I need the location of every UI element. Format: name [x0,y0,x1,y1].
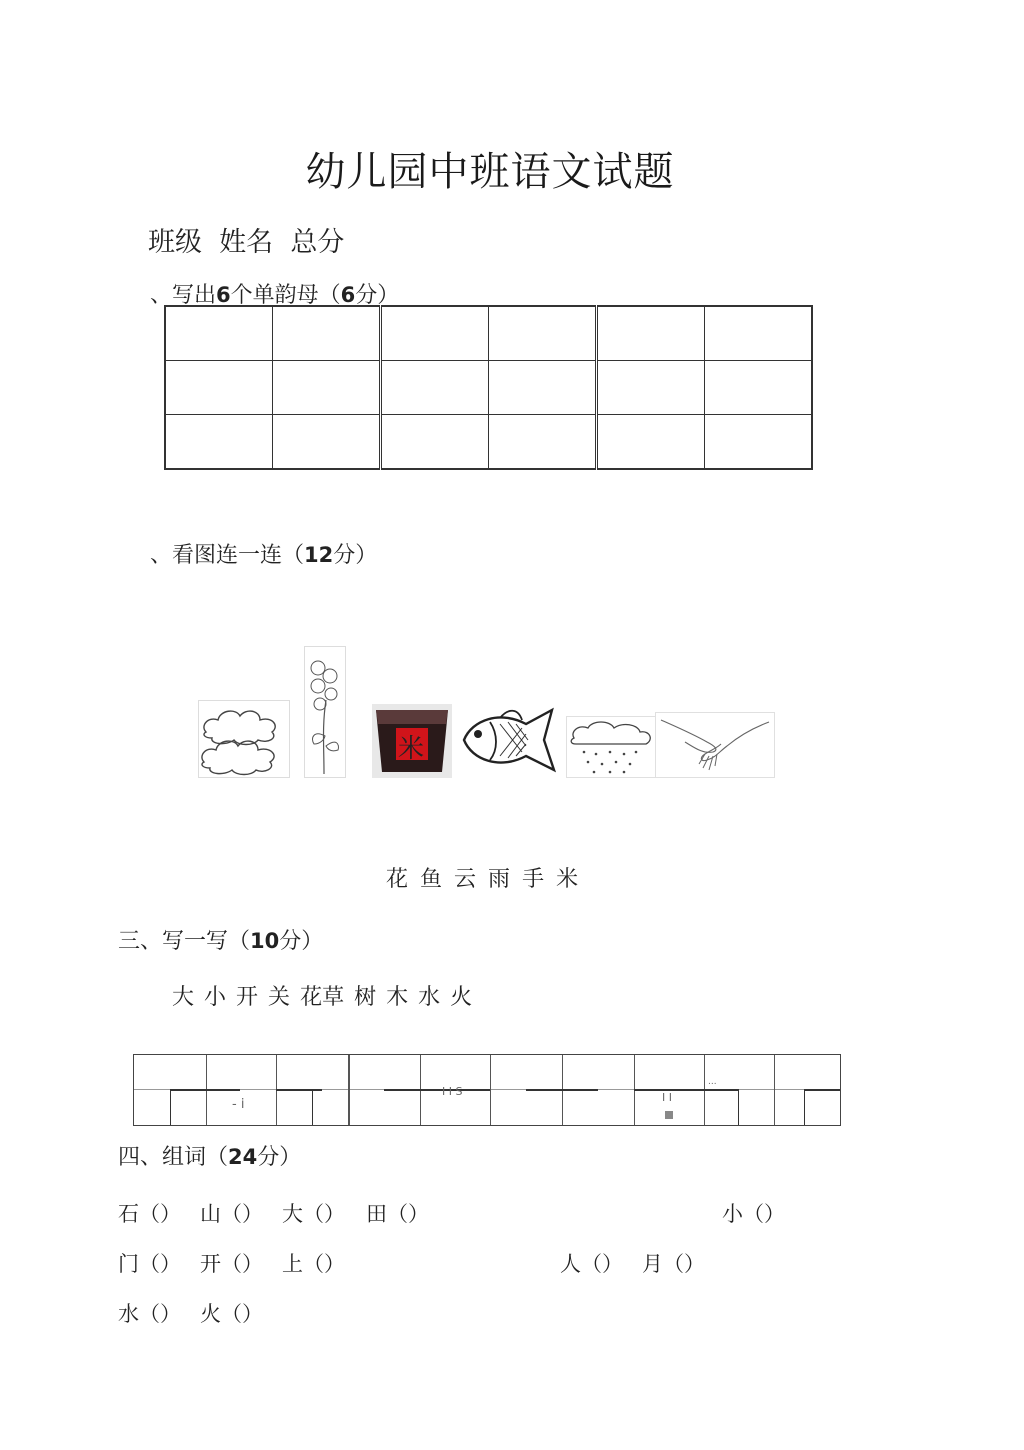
write-word: 小 [204,985,227,1010]
word-group-item[interactable]: 上（） [282,1252,345,1276]
grid-cell[interactable] [165,306,273,361]
section-1-heading: 、写出6个单韵母（6分） [150,283,400,308]
section-4-heading: 四、组词（24分） [118,1145,302,1170]
grid-row [165,361,812,415]
grid-cell[interactable] [489,415,597,470]
match-characters [386,862,590,893]
write-words [172,980,482,1011]
match-char[interactable]: 花 [386,867,409,892]
grid-divider [774,1055,775,1125]
word-group-item[interactable]: 月（） [642,1252,705,1276]
faint-glyph: I I [662,1091,672,1104]
word-group-item[interactable]: 田（） [366,1202,429,1226]
grid-cell[interactable] [705,306,813,361]
info-line: 班级 姓名 总分 [148,227,345,258]
writing-practice-grid[interactable] [133,1054,841,1126]
grid-cell[interactable] [705,415,813,470]
word-group-item[interactable]: 人（） [560,1252,623,1276]
match-char[interactable]: 雨 [488,867,511,892]
grid-cell[interactable] [273,306,381,361]
write-word: 关 [268,985,291,1010]
grid-row [165,306,812,361]
faint-glyph: I I S [442,1085,463,1098]
grid-stroke [804,1089,840,1091]
grid-stroke [312,1089,313,1125]
write-word: 树 [354,985,377,1010]
rain-cloud-picture[interactable] [566,716,656,778]
match-char[interactable]: 手 [522,867,545,892]
grid-cell[interactable] [381,415,489,470]
grid-cell[interactable] [597,361,705,415]
grid-stroke [170,1089,240,1091]
match-char[interactable]: 鱼 [420,867,443,892]
grid-cell[interactable] [273,415,381,470]
word-group-item[interactable]: 水（） [118,1302,181,1326]
match-char[interactable]: 米 [556,867,579,892]
word-group-item[interactable]: 开（） [200,1252,263,1276]
grid-cell[interactable] [165,415,273,470]
faint-glyph: - i [232,1097,245,1112]
grid-stroke [526,1089,598,1091]
write-word: 火 [450,985,473,1010]
page-title: 幼儿园中班语文试题 [305,149,675,195]
word-group-item[interactable]: 石（） [118,1202,181,1226]
grid-cell[interactable] [489,361,597,415]
grid-stroke [276,1089,322,1091]
grid-stroke [634,1089,738,1091]
word-group-item[interactable]: 大（） [282,1202,345,1226]
word-group-item[interactable]: 门（） [118,1252,181,1276]
write-word: 大 [172,985,195,1010]
fish-picture[interactable] [456,700,564,778]
grid-cell[interactable] [165,361,273,415]
grid-divider [490,1055,491,1125]
write-word: 花草 [300,985,345,1010]
section-3-heading: 三、写一写（10分） [118,929,324,954]
word-group-item[interactable]: 小（） [722,1202,785,1226]
rice-character: 米 [398,734,425,764]
grid-cell[interactable] [705,361,813,415]
grid-row [165,415,812,470]
grid-cell[interactable] [381,306,489,361]
grid-stroke [384,1089,490,1091]
grid-stroke [804,1089,805,1125]
write-word: 开 [236,985,259,1010]
section-2-heading: 、看图连一连（12分） [150,543,378,568]
grid-cell[interactable] [597,306,705,361]
vowel-writing-grid [164,305,813,470]
rice-bowl-picture[interactable] [372,704,452,778]
grid-stroke [738,1089,739,1125]
grid-cell[interactable] [489,306,597,361]
write-word: 水 [418,985,441,1010]
word-group-item[interactable]: 山（） [200,1202,263,1226]
grid-cell[interactable] [597,415,705,470]
grid-cell[interactable] [381,361,489,415]
match-char[interactable]: 云 [454,867,477,892]
write-word: 木 [386,985,409,1010]
cloud-picture[interactable] [198,700,290,778]
flower-picture[interactable] [304,646,346,778]
grid-cell[interactable] [273,361,381,415]
word-group-item[interactable]: 火（） [200,1302,263,1326]
square-mark-icon [665,1111,673,1119]
faint-glyph: ... [708,1077,717,1087]
grid-divider [348,1055,350,1125]
grid-stroke [170,1089,171,1125]
hands-picture[interactable] [655,712,775,778]
